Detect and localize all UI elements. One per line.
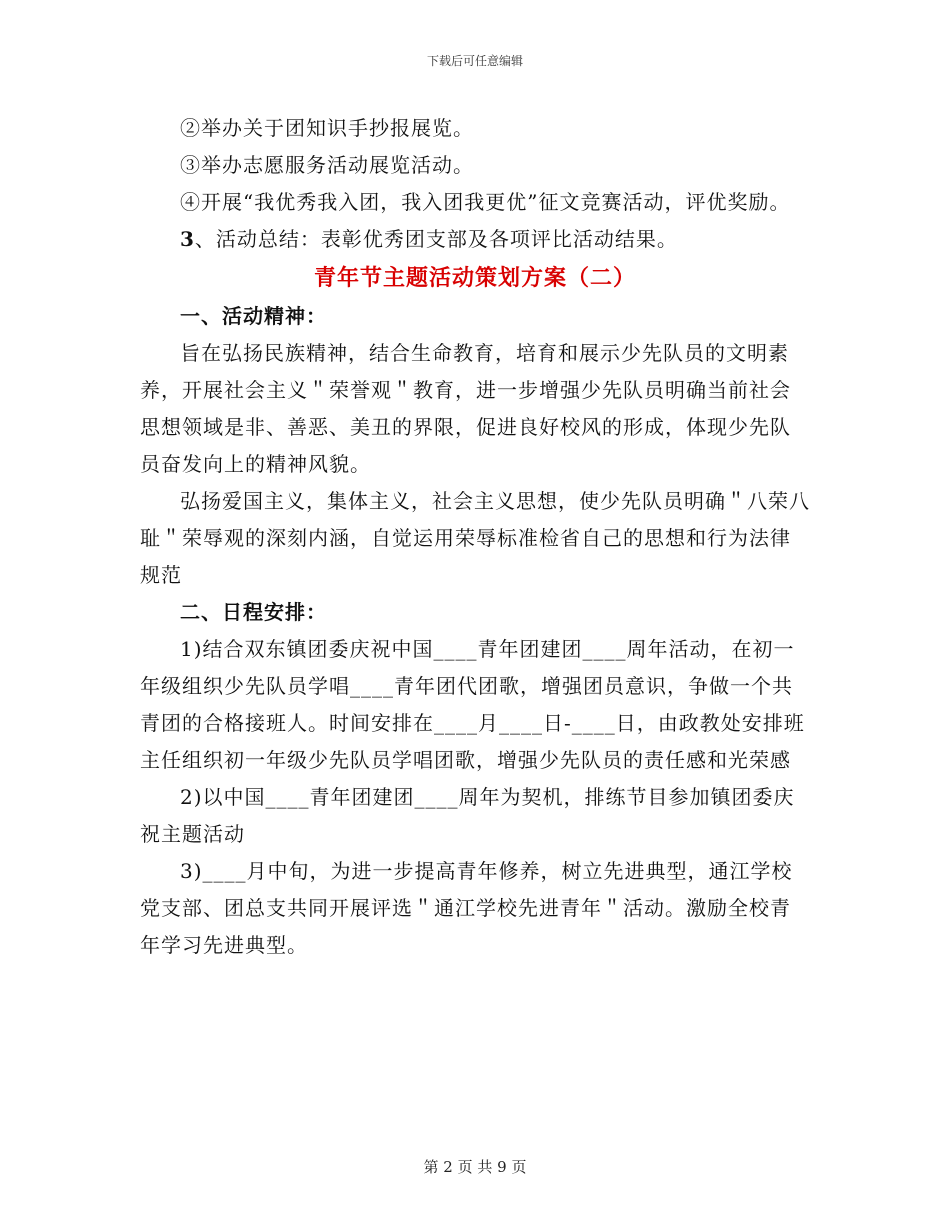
section2-paragraph-3: 3)____月中旬，为进一步提高青年修养，树立先进典型，通江学校党支部、团总支共同开展评选＂通江学校先进青年＂活动。激励全校青年学习先进典型。 [140,859,793,957]
summary-paragraph [140,221,810,258]
list-item-2: ②举办关于团知识手抄报展览。 [180,116,474,140]
page-header: 下载后可任意编辑 [426,54,523,68]
section2-paragraph-2: 2)以中国____青年团建团____周年为契机，排练节目参加镇团委庆祝主题活动 [140,785,795,846]
section1-paragraph-1: 旨在弘扬民族精神，结合生命教育，培育和展示少先队员的文明素养，开展社会主义＂荣誉观＂教育，进一步增强少先队员明确当前社会思想领域是非、善恶、美丑的界限，促进良好校风的形成，体现少先队员奋发向上的精神风貌。 [140,341,791,476]
section2-paragraph-1: 1)结合双东镇团委庆祝中国____青年团建团____周年活动，在初一年级组织少先队员学唱____青年团代团歌，增强团员意识，争做一个共青团的合格接班人。时间安排在____月____日-____日，由政教处安排班主任组织初一年级少先队员学唱团歌，增强少先队员的责任感和光荣感 [140,637,805,772]
section2-heading: 二、日程安排： [180,600,327,624]
list-item-3: ③举办志愿服务活动展览活动。 [180,153,474,177]
section-title: 青年节主题活动策划方案（二） [313,265,636,291]
page-footer: 第 2 页 共 9 页 [423,1158,527,1176]
section1-heading: 一、活动精神： [180,304,327,328]
document-body [140,110,810,964]
section1-paragraph-2: 弘扬爱国主义，集体主义，社会主义思想，使少先队员明确＂八荣八耻＂荣辱观的深刻内涵，自觉运用荣辱标准检省自己的思想和行为法律规范 [140,489,810,587]
summary-text: 、活动总结：表彰优秀团支部及各项评比活动结果。 [194,227,678,251]
list-item-4: ④开展“我优秀我入团，我入团我更优”征文竞赛活动，评优奖励。 [180,190,791,214]
summary-number: 3 [180,227,195,251]
